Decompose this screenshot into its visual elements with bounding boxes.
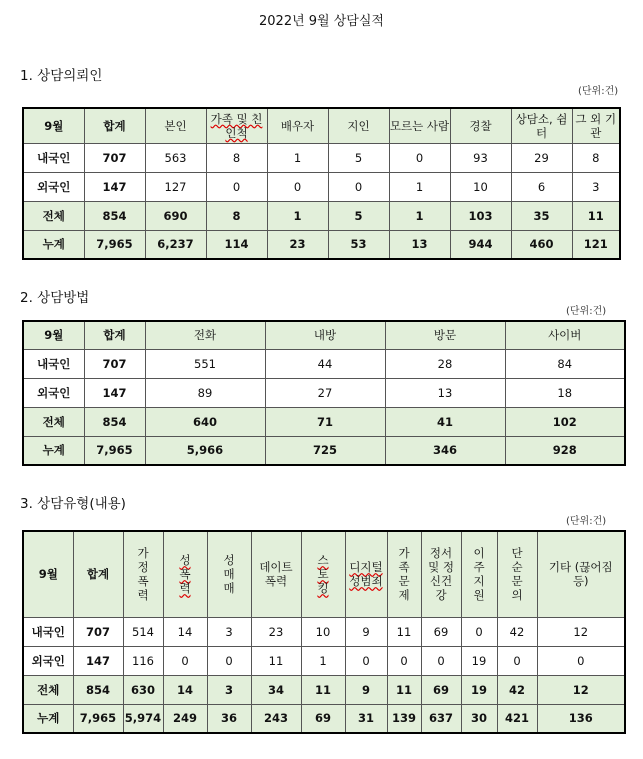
row-header: 외국인 — [23, 646, 73, 675]
table-cell: 14 — [163, 675, 207, 704]
table-cell: 0 — [421, 646, 461, 675]
table-cell: 563 — [145, 143, 206, 172]
table-row — [23, 407, 625, 436]
table-cell: 10 — [301, 617, 345, 646]
table-cell: 13 — [389, 230, 450, 259]
table-row — [23, 646, 625, 675]
table-cell: 127 — [145, 172, 206, 201]
table-cell: 421 — [497, 704, 537, 733]
table-cell: 5,974 — [123, 704, 163, 733]
col-header-label: 스토킹 — [317, 553, 329, 596]
table-cell: 8 — [206, 143, 267, 172]
table-cell: 30 — [461, 704, 497, 733]
col-header-label: 기타 (끊어짐 등) — [548, 560, 613, 589]
row-header: 내국인 — [23, 143, 84, 172]
col-header — [537, 531, 625, 617]
table-cell: 28 — [385, 349, 505, 378]
col-header — [163, 531, 207, 617]
section-heading-methods: 2. 상담방법 — [20, 290, 90, 306]
table-cell: 71 — [265, 407, 385, 436]
table-cell: 640 — [145, 407, 265, 436]
table-cell: 3 — [207, 617, 251, 646]
table-cell: 136 — [537, 704, 625, 733]
col-header-label: 단순문의 — [511, 546, 523, 603]
col-header — [301, 531, 345, 617]
col-header — [206, 108, 267, 143]
col-header — [497, 531, 537, 617]
col-header: 상담소, 쉼터 — [511, 108, 572, 143]
row-header: 내국인 — [23, 349, 84, 378]
col-header-label: 정서 및 정신건강 — [428, 546, 454, 603]
table-cell: 5 — [328, 201, 389, 230]
table-cell: 630 — [123, 675, 163, 704]
table-cell: 69 — [301, 704, 345, 733]
col-header-label: 디지털 성범죄 — [349, 560, 383, 589]
row-header: 내국인 — [23, 617, 73, 646]
table-cell: 14 — [163, 617, 207, 646]
table-cell: 23 — [251, 617, 301, 646]
col-header: 본인 — [145, 108, 206, 143]
row-header: 전체 — [23, 675, 73, 704]
table-cell: 1 — [301, 646, 345, 675]
table-cell: 5 — [328, 143, 389, 172]
col-header: 방문 — [385, 321, 505, 349]
table-cell: 11 — [387, 617, 421, 646]
table-cell: 854 — [73, 675, 123, 704]
row-header: 누계 — [23, 704, 73, 733]
table-cell: 89 — [145, 378, 265, 407]
table-row — [23, 201, 620, 230]
table-cell: 460 — [511, 230, 572, 259]
table-cell: 9 — [345, 675, 387, 704]
col-header — [207, 531, 251, 617]
table-cell: 707 — [84, 349, 145, 378]
unit-label: (단위:건) — [578, 86, 619, 97]
col-header-label: 가족문제 — [398, 546, 410, 603]
table-row — [23, 675, 625, 704]
col-header — [251, 531, 301, 617]
table-cell: 5,966 — [145, 436, 265, 465]
col-header: 9월 — [23, 531, 73, 617]
table-cell: 0 — [207, 646, 251, 675]
table-row — [23, 349, 625, 378]
table-cell: 928 — [505, 436, 625, 465]
col-header: 모르는 사람 — [389, 108, 450, 143]
table-cell: 249 — [163, 704, 207, 733]
table-cell: 346 — [385, 436, 505, 465]
table-cell: 139 — [387, 704, 421, 733]
table-cell: 44 — [265, 349, 385, 378]
table-cell: 69 — [421, 675, 461, 704]
page-title: 2022년 9월 상담실적 — [259, 14, 384, 29]
table-cell: 1 — [267, 201, 328, 230]
row-header: 외국인 — [23, 172, 84, 201]
col-header — [387, 531, 421, 617]
table-row — [23, 436, 625, 465]
table-cell: 147 — [84, 378, 145, 407]
table-cell: 103 — [450, 201, 511, 230]
section-heading-clients: 1. 상담의뢰인 — [20, 68, 103, 84]
table-row — [23, 378, 625, 407]
table-cell: 84 — [505, 349, 625, 378]
table-cell: 7,965 — [73, 704, 123, 733]
col-header: 합계 — [73, 531, 123, 617]
table-cell: 7,965 — [84, 436, 145, 465]
table-cell: 11 — [251, 646, 301, 675]
table-cell: 12 — [537, 675, 625, 704]
col-header-label: 성폭력 — [179, 553, 191, 596]
table-cell: 6 — [511, 172, 572, 201]
table-cell: 0 — [345, 646, 387, 675]
table-cell: 12 — [537, 617, 625, 646]
table-cell: 7,965 — [84, 230, 145, 259]
table-cell: 121 — [572, 230, 620, 259]
section-heading-types: 3. 상담유형(내용) — [20, 496, 126, 512]
table-cell: 27 — [265, 378, 385, 407]
table-cell: 1 — [267, 143, 328, 172]
col-header: 내방 — [265, 321, 385, 349]
table-cell: 551 — [145, 349, 265, 378]
col-header-label: 가정폭력 — [137, 546, 149, 603]
table-cell: 0 — [389, 143, 450, 172]
table-cell: 8 — [206, 201, 267, 230]
table-cell: 35 — [511, 201, 572, 230]
table-cell: 18 — [505, 378, 625, 407]
table-cell: 11 — [387, 675, 421, 704]
table-cell: 854 — [84, 201, 145, 230]
table-cell: 0 — [163, 646, 207, 675]
table-cell: 637 — [421, 704, 461, 733]
row-header: 외국인 — [23, 378, 84, 407]
col-header — [461, 531, 497, 617]
table-cell: 36 — [207, 704, 251, 733]
table-cell: 69 — [421, 617, 461, 646]
col-header: 9월 — [23, 108, 84, 143]
table-row — [23, 230, 620, 259]
table-cell: 8 — [572, 143, 620, 172]
row-header: 전체 — [23, 201, 84, 230]
table-cell: 11 — [572, 201, 620, 230]
table-cell: 1 — [389, 201, 450, 230]
col-header: 전화 — [145, 321, 265, 349]
col-header-label: 가족 및 친인척 — [210, 111, 263, 140]
table-cell: 147 — [73, 646, 123, 675]
table-row — [23, 143, 620, 172]
table-cell: 23 — [267, 230, 328, 259]
col-header: 9월 — [23, 321, 84, 349]
table-cell: 0 — [497, 646, 537, 675]
table-cell: 243 — [251, 704, 301, 733]
col-header-label: 데이트 폭력 — [259, 560, 293, 589]
table-cell: 34 — [251, 675, 301, 704]
row-header: 누계 — [23, 230, 84, 259]
row-header: 전체 — [23, 407, 84, 436]
table-cell: 0 — [267, 172, 328, 201]
col-header — [345, 531, 387, 617]
table-cell: 944 — [450, 230, 511, 259]
table-cell: 0 — [328, 172, 389, 201]
table-cell: 42 — [497, 675, 537, 704]
table-row — [23, 617, 625, 646]
col-header: 합계 — [84, 108, 145, 143]
table-cell: 0 — [461, 617, 497, 646]
types-table — [22, 530, 626, 734]
table-cell: 19 — [461, 675, 497, 704]
table-cell: 0 — [387, 646, 421, 675]
col-header — [123, 531, 163, 617]
col-header-label: 이주지원 — [473, 546, 485, 603]
table-cell: 690 — [145, 201, 206, 230]
clients-table — [22, 107, 621, 260]
table-cell: 0 — [537, 646, 625, 675]
table-cell: 13 — [385, 378, 505, 407]
col-header-label: 성매매 — [223, 553, 235, 596]
table-cell: 725 — [265, 436, 385, 465]
col-header: 경찰 — [450, 108, 511, 143]
table-cell: 93 — [450, 143, 511, 172]
table-cell: 41 — [385, 407, 505, 436]
table-cell: 0 — [206, 172, 267, 201]
unit-label: (단위:건) — [566, 516, 607, 527]
table-cell: 116 — [123, 646, 163, 675]
table-cell: 11 — [301, 675, 345, 704]
table-cell: 1 — [389, 172, 450, 201]
col-header: 지인 — [328, 108, 389, 143]
table-cell: 3 — [572, 172, 620, 201]
table-cell: 6,237 — [145, 230, 206, 259]
table-cell: 3 — [207, 675, 251, 704]
table-cell: 102 — [505, 407, 625, 436]
table-cell: 9 — [345, 617, 387, 646]
table-row — [23, 704, 625, 733]
table-cell: 31 — [345, 704, 387, 733]
table-cell: 19 — [461, 646, 497, 675]
col-header — [421, 531, 461, 617]
table-cell: 147 — [84, 172, 145, 201]
table-cell: 10 — [450, 172, 511, 201]
col-header: 사이버 — [505, 321, 625, 349]
table-cell: 114 — [206, 230, 267, 259]
table-cell: 707 — [73, 617, 123, 646]
table-cell: 29 — [511, 143, 572, 172]
col-header: 배우자 — [267, 108, 328, 143]
col-header: 합계 — [84, 321, 145, 349]
table-cell: 707 — [84, 143, 145, 172]
col-header: 그 외 기관 — [572, 108, 620, 143]
methods-table — [22, 320, 626, 466]
row-header: 누계 — [23, 436, 84, 465]
table-cell: 514 — [123, 617, 163, 646]
unit-label: (단위:건) — [566, 306, 607, 317]
table-cell: 53 — [328, 230, 389, 259]
table-row — [23, 172, 620, 201]
table-cell: 854 — [84, 407, 145, 436]
table-cell: 42 — [497, 617, 537, 646]
